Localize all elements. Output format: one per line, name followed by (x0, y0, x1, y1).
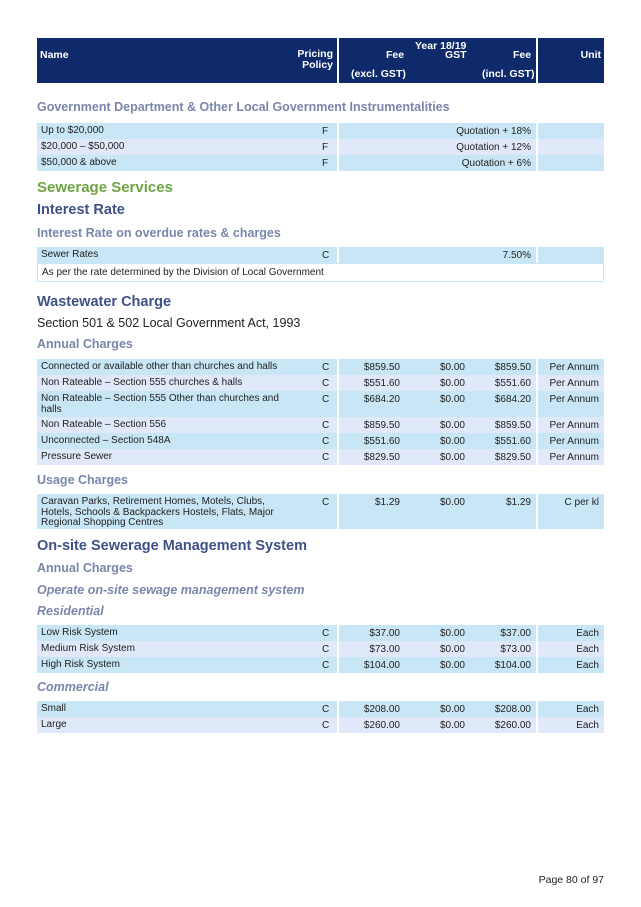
row-fee: $859.50 (363, 362, 400, 373)
row-name: Up to $20,000 (41, 125, 104, 136)
row-unit: Each (576, 644, 599, 655)
act-reference: Section 501 & 502 Local Government Act, 1993 (37, 316, 301, 330)
row-name: Low Risk System (41, 627, 118, 638)
row-unit: Per Annum (549, 362, 599, 373)
header-gst: GST (445, 49, 467, 61)
row-incl: $859.50 (494, 362, 531, 373)
row-name: Non Rateable – Section 555 churches & halls (41, 377, 243, 388)
row-name: Small (41, 703, 67, 714)
row-name: Caravan Parks, Retirement Homes, Motels, Clubs, Hotels, Schools & Backpackers Hostels, Flats, Major Regional Shopping Centres (41, 496, 274, 528)
table-row (37, 641, 604, 657)
row-unit: Each (576, 720, 599, 731)
interest-note: As per the rate determined by the Division of Local Government (37, 263, 604, 282)
row-gst: $0.00 (439, 452, 465, 463)
sewerage-services-title: Sewerage Services (37, 179, 173, 196)
row-policy: F (322, 126, 329, 137)
row-policy: C (322, 720, 330, 731)
row-name: Connected or available other than churches and halls (41, 361, 278, 372)
row-policy: C (322, 660, 330, 671)
header-policy: Policy (302, 59, 333, 71)
row-incl: $1.29 (505, 497, 531, 508)
row-policy: C (322, 378, 330, 389)
annual-charges-title: Annual Charges (37, 337, 133, 351)
row-fee: $829.50 (363, 452, 400, 463)
row-policy: C (322, 394, 330, 405)
table-row (37, 123, 604, 139)
table-row (37, 155, 604, 171)
page-number: Page 80 of 97 (538, 874, 604, 886)
row-fee: $1.29 (374, 497, 400, 508)
sewer-rates-row (37, 247, 604, 263)
onsite-title: On-site Sewerage Management System (37, 538, 307, 554)
header-name-cell (37, 38, 337, 83)
table-row (37, 701, 604, 717)
row-unit: Per Annum (549, 394, 599, 405)
row-incl: $859.50 (494, 420, 531, 431)
header-name: Name (40, 49, 69, 61)
row-name: $50,000 & above (41, 157, 117, 168)
row-incl: $551.60 (494, 378, 531, 389)
interest-rate-subtitle: Interest Rate on overdue rates & charges (37, 226, 281, 240)
row-unit: Each (576, 660, 599, 671)
row-name: $20,000 – $50,000 (41, 141, 125, 152)
row-incl: $208.00 (494, 704, 531, 715)
header-unit-cell (538, 38, 604, 83)
row-gst: $0.00 (439, 362, 465, 373)
table-row (37, 139, 604, 155)
residential-title: Residential (37, 604, 104, 618)
row-policy: F (322, 142, 329, 153)
header-pricing: Pricing (297, 48, 333, 60)
usage-row (37, 494, 604, 529)
row-fee: $684.20 (363, 394, 400, 405)
row-unit: Per Annum (549, 378, 599, 389)
row-name: Large (41, 719, 67, 730)
table-row (37, 717, 604, 733)
row-gst: $0.00 (439, 436, 465, 447)
header-pricing-policy (297, 49, 333, 71)
row-rate: 7.50% (502, 250, 531, 261)
row-unit: C per kl (564, 497, 599, 508)
row-name: Sewer Rates (41, 249, 99, 260)
row-fee: $37.00 (369, 628, 400, 639)
row-quote: Quotation + 12% (456, 142, 531, 153)
header-excl-gst: (excl. GST) (351, 68, 406, 80)
table-row (37, 417, 604, 433)
row-name: Unconnected – Section 548A (41, 435, 171, 446)
row-incl: $104.00 (494, 660, 531, 671)
row-fee: $260.00 (363, 720, 400, 731)
row-gst: $0.00 (439, 628, 465, 639)
row-incl: $73.00 (500, 644, 531, 655)
row-unit: Each (576, 628, 599, 639)
row-gst: $0.00 (439, 420, 465, 431)
row-incl: $37.00 (500, 628, 531, 639)
row-unit: Per Annum (549, 452, 599, 463)
row-name: High Risk System (41, 659, 120, 670)
row-quote: Quotation + 6% (461, 158, 531, 169)
row-incl: $260.00 (494, 720, 531, 731)
table-row (37, 359, 604, 375)
row-incl: $551.60 (494, 436, 531, 447)
row-incl: $829.50 (494, 452, 531, 463)
table-row (37, 449, 604, 465)
row-policy: C (322, 644, 330, 655)
header-fee-excl: Fee (386, 49, 405, 61)
gov-rows (37, 123, 604, 171)
row-fee: $73.00 (369, 644, 400, 655)
header-fee-cell (339, 38, 536, 83)
row-policy: C (322, 250, 330, 261)
row-unit: Per Annum (549, 420, 599, 431)
table-row (37, 433, 604, 449)
residential-rows (37, 625, 604, 673)
row-fee: $551.60 (363, 378, 400, 389)
row-policy: C (322, 628, 330, 639)
usage-charges-title: Usage Charges (37, 473, 129, 487)
interest-rate-title: Interest Rate (37, 202, 125, 218)
row-fee: $859.50 (363, 420, 400, 431)
table-header (37, 38, 604, 83)
row-fee: $208.00 (363, 704, 400, 715)
table-row (37, 391, 604, 417)
row-incl: $684.20 (494, 394, 531, 405)
row-policy: F (322, 158, 329, 169)
table-row (37, 375, 604, 391)
section-gov-title: Government Department & Other Local Government Instrumentalities (37, 100, 450, 114)
row-policy: C (322, 362, 330, 373)
row-gst: $0.00 (439, 720, 465, 731)
row-gst: $0.00 (439, 644, 465, 655)
row-name: Medium Risk System (41, 643, 135, 654)
row-policy: C (322, 452, 330, 463)
row-fee: $551.60 (363, 436, 400, 447)
fee-schedule-page (37, 38, 604, 733)
row-policy: C (322, 436, 330, 447)
row-policy: C (322, 420, 330, 431)
row-gst: $0.00 (439, 394, 465, 405)
row-unit: Per Annum (549, 436, 599, 447)
row-unit: Each (576, 704, 599, 715)
header-unit: Unit (580, 49, 601, 61)
header-incl-gst: (incl. GST) (482, 68, 535, 80)
row-gst: $0.00 (439, 378, 465, 389)
row-name: Pressure Sewer (41, 451, 113, 462)
annual-charges-rows (37, 359, 604, 465)
row-fee: $104.00 (363, 660, 400, 671)
row-gst: $0.00 (439, 497, 465, 508)
header-fee-incl: Fee (513, 49, 532, 61)
commercial-title: Commercial (37, 680, 109, 694)
header-year: Year 18/19 (415, 40, 467, 52)
table-row (37, 625, 604, 641)
row-policy: C (322, 704, 330, 715)
wastewater-title: Wastewater Charge (37, 294, 172, 310)
table-row (37, 657, 604, 673)
operate-title: Operate on-site sewage management system (37, 583, 305, 597)
onsite-annual-title: Annual Charges (37, 561, 133, 575)
row-gst: $0.00 (439, 704, 465, 715)
row-quote: Quotation + 18% (456, 126, 531, 137)
row-policy: C (322, 497, 330, 508)
row-gst: $0.00 (439, 660, 465, 671)
row-name: Non Rateable – Section 556 (41, 419, 167, 430)
row-name: Non Rateable – Section 555 Other than churches and halls (41, 393, 279, 415)
commercial-rows (37, 701, 604, 733)
